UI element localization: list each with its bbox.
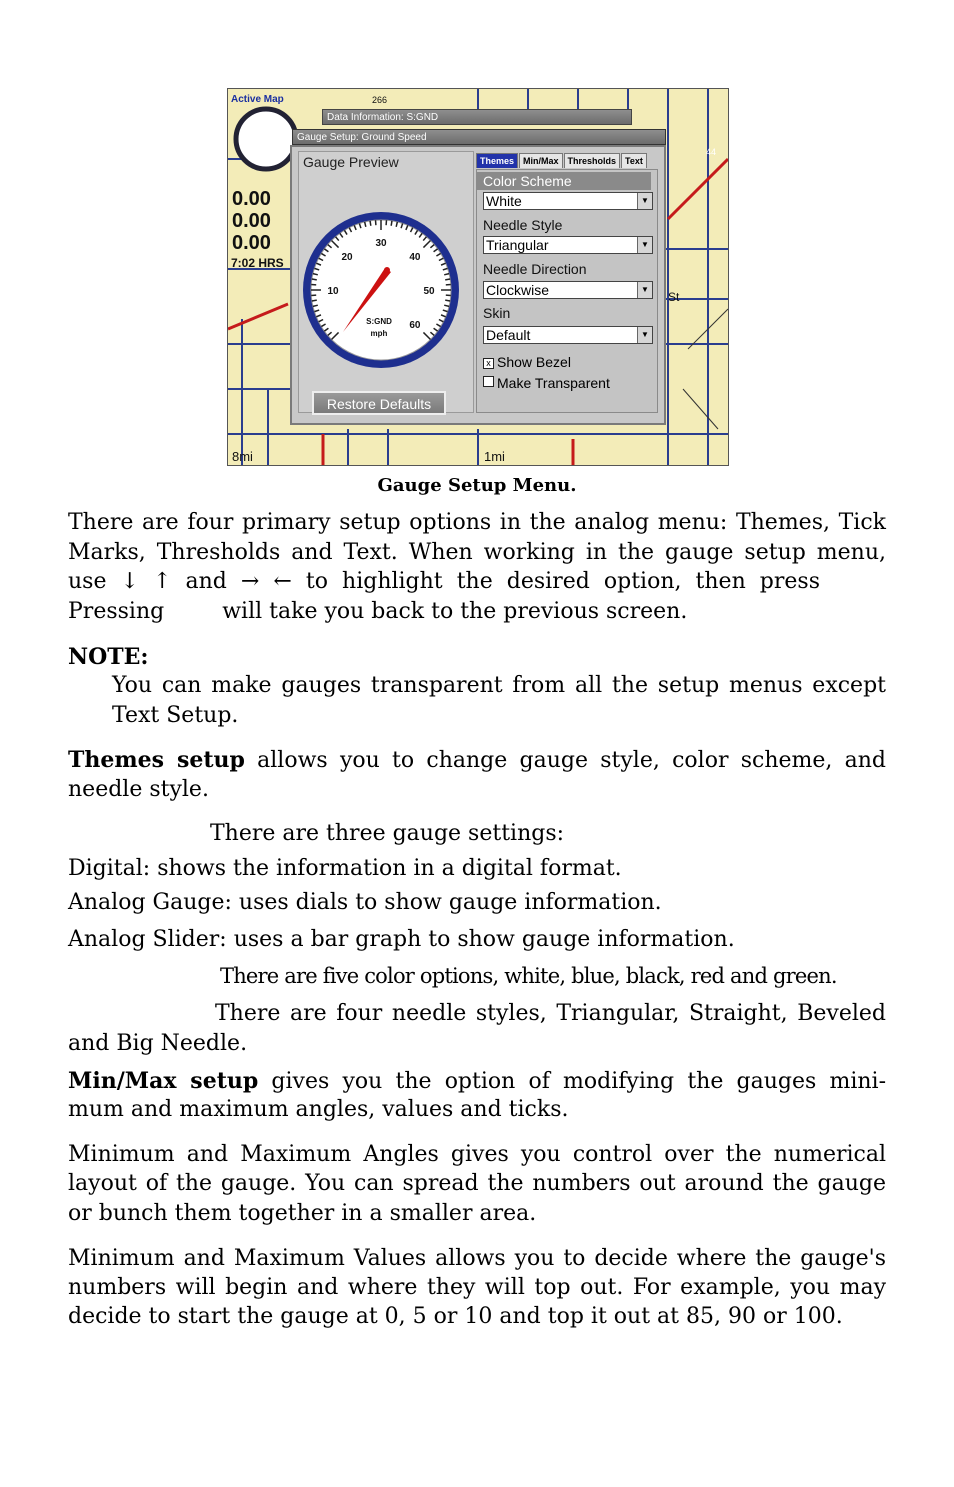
checkbox-unchecked-icon — [483, 376, 494, 387]
minmax-line1 — [68, 1066, 886, 1097]
para1-line1: There are four primary setup options in the analog menu: Themes, Tick — [68, 510, 886, 535]
gauge-tick — [445, 279, 450, 280]
gauge-tick-label: 60 — [409, 319, 421, 331]
map-readout-1: 0.00 — [232, 188, 271, 210]
gauge-tick-label: 50 — [423, 286, 435, 297]
needle-styles-line1: There are four needle styles, Triangular, Straight, Beveled — [215, 1001, 886, 1026]
color-scheme-label: Color Scheme — [477, 172, 651, 190]
gauge-setup-screenshot — [227, 88, 729, 466]
note-line1: You can make gauges transparent from all the setup menus except — [112, 673, 886, 698]
checkbox-checked-icon: x — [483, 358, 494, 369]
angles-line3: or bunch them together in a smaller area. — [68, 1201, 537, 1226]
para1-line4-start: Pressing — [68, 599, 165, 624]
angles-line2: layout of the gauge. You can spread the numbers out around the gauge — [68, 1171, 886, 1196]
analog-gauge-setting: Analog Gauge: uses dials to show gauge information. — [68, 890, 662, 915]
chevron-down-icon: ▼ — [637, 327, 652, 343]
themes-line1 — [68, 745, 886, 776]
gauge-tick — [391, 221, 392, 226]
tab-thresholds[interactable]: Thresholds — [564, 153, 621, 168]
gauge-tick — [312, 279, 317, 280]
values-line1: Minimum and Maximum Values allows you to decide where the gauge's — [68, 1246, 886, 1271]
gauge-tick-label: 20 — [341, 252, 353, 264]
para1-line4-end: will take you back to the previous screen. — [222, 599, 688, 624]
map-route-44: 44 — [706, 147, 717, 157]
map-label-active-map: Active Map — [231, 94, 284, 105]
para1-line4 — [68, 597, 886, 627]
restore-defaults-button[interactable]: Restore Defaults — [312, 391, 446, 415]
para1-line2: Marks, Thresholds and Text. When working in the gauge setup menu, — [68, 540, 886, 565]
setup-tabs — [476, 153, 648, 167]
gauge-tick — [370, 221, 371, 226]
gauge-preview — [299, 152, 475, 392]
map-readout-2: 0.00 — [232, 210, 271, 232]
color-options: There are five color options, white, blue, black, red and green. — [220, 964, 837, 988]
gauge-setup-dialog — [290, 145, 666, 425]
needle-style-value: Triangular — [486, 237, 549, 253]
themes-setup-heading: Themes setup — [68, 747, 245, 773]
map-hrs-readout: 7:02 HRS — [231, 256, 284, 270]
gauge-tick — [312, 300, 317, 301]
color-scheme-value: White — [486, 193, 522, 209]
skin-select[interactable] — [483, 326, 653, 344]
gauge-setup-titlebar: Gauge Setup: Ground Speed — [292, 129, 666, 145]
needle-direction-value: Clockwise — [486, 282, 550, 298]
map-street-label: St — [668, 290, 680, 304]
minmax-line1-text: gives you the option of modifying the gauges mini- — [271, 1069, 887, 1094]
needle-style-label: Needle Style — [483, 217, 563, 233]
map-readout-3: 0.00 — [232, 232, 271, 254]
skin-value: Default — [486, 327, 531, 343]
figure-caption: Gauge Setup Menu. — [377, 475, 577, 496]
needle-styles-line2: and Big Needle. — [68, 1031, 248, 1056]
make-transparent-label: Make Transparent — [497, 375, 610, 391]
gauge-needle-hub — [384, 267, 390, 273]
needle-direction-select[interactable] — [483, 281, 653, 299]
skin-label: Skin — [483, 305, 511, 321]
angles-line1: Minimum and Maximum Angles gives you control over the numerical — [68, 1142, 886, 1167]
gauge-unit-bottom: mph — [370, 329, 388, 338]
chevron-down-icon: ▼ — [637, 193, 652, 209]
values-line3: decide to start the gauge at 0, 5 or 10 and top it out at 85, 90 or 100. — [68, 1304, 843, 1329]
map-route-66: 266 — [372, 95, 388, 105]
gauge-unit-top: S:GND — [366, 317, 392, 326]
chevron-down-icon: ▼ — [637, 282, 652, 298]
tab-min-max[interactable]: Min/Max — [519, 153, 563, 168]
map-scale-left: 8mi — [232, 449, 253, 464]
needle-style-select[interactable] — [483, 236, 653, 254]
needle-direction-label: Needle Direction — [483, 261, 587, 277]
minmax-line2: mum and maximum angles, values and ticks. — [68, 1097, 569, 1122]
themes-options-panel — [476, 169, 658, 413]
note-line2: Text Setup. — [112, 703, 239, 728]
gauge-tick — [445, 300, 450, 301]
data-information-titlebar: Data Information: S:GND — [322, 109, 632, 125]
gauge-tick-label: 30 — [375, 238, 387, 249]
gauge-tick-label: 10 — [327, 286, 339, 297]
gauge-tick-label: 40 — [409, 252, 421, 264]
themes-line1-text: allows you to change gauge style, color scheme, and — [257, 748, 887, 773]
make-transparent-checkbox[interactable] — [483, 375, 610, 391]
map-scale-right: 1mi — [484, 449, 505, 464]
digital-setting: Digital: shows the information in a digital format. — [68, 856, 622, 881]
gauge-settings-intro: There are three gauge settings: — [210, 821, 565, 846]
analog-slider-setting: Analog Slider: uses a bar graph to show gauge information. — [68, 927, 735, 952]
color-scheme-select[interactable] — [483, 192, 653, 210]
tab-themes[interactable]: Themes — [476, 153, 518, 168]
gauge-preview-panel — [298, 151, 474, 413]
values-line2: numbers will begin and where they will top out. For example, you may — [68, 1275, 886, 1300]
show-bezel-checkbox[interactable] — [483, 354, 571, 370]
para1-line3: use ↓ ↑ and → ← to highlight the desired option, then press — [68, 569, 820, 594]
themes-line2: needle style. — [68, 777, 209, 802]
gauge-preview-label: Gauge Preview — [303, 154, 399, 170]
note-heading: NOTE: — [68, 644, 149, 670]
minmax-setup-heading: Min/Max setup — [68, 1068, 259, 1094]
tab-text[interactable]: Text — [621, 153, 647, 168]
chevron-down-icon: ▼ — [637, 237, 652, 253]
show-bezel-label: Show Bezel — [497, 354, 571, 370]
